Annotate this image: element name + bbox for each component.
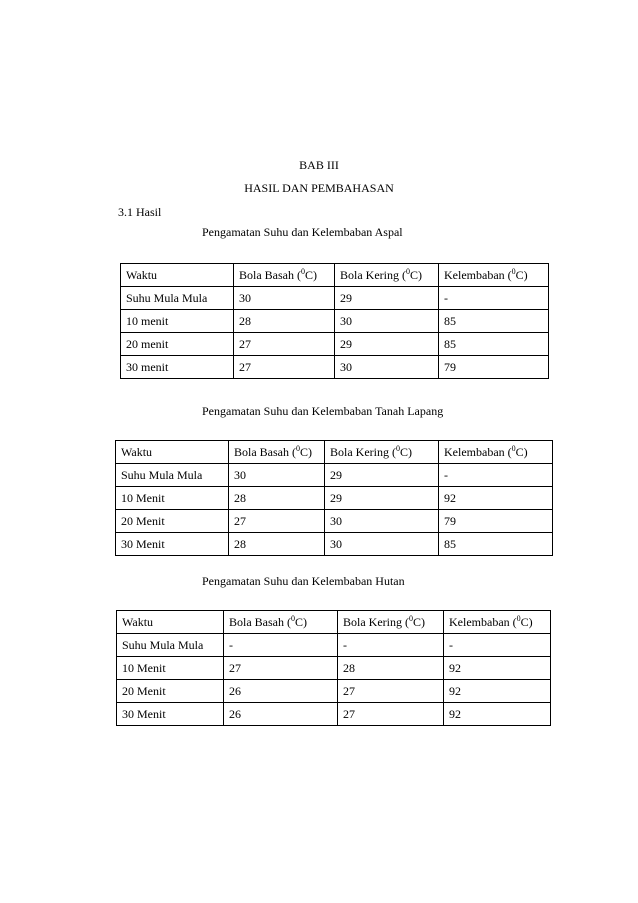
table-cell: 79 bbox=[439, 356, 549, 379]
table-cell: 30 bbox=[335, 310, 439, 333]
table-cell: - bbox=[439, 287, 549, 310]
observation-table-tanah-lapang bbox=[115, 440, 553, 556]
table-cell: - bbox=[224, 634, 338, 657]
chapter-title: HASIL DAN PEMBAHASAN bbox=[244, 181, 394, 195]
table-cell: 10 Menit bbox=[117, 657, 224, 680]
table-header-row bbox=[117, 611, 551, 634]
table-cell: 10 menit bbox=[121, 310, 234, 333]
table-row bbox=[121, 310, 549, 333]
table-cell: - bbox=[439, 464, 553, 487]
table-cell: 92 bbox=[444, 680, 551, 703]
table-cell: 30 bbox=[325, 533, 439, 556]
header-cell: Kelembaban ($^0$C) bbox=[439, 264, 549, 287]
table-cell: - bbox=[338, 634, 444, 657]
table-caption-aspal: Pengamatan Suhu dan Kelembaban Aspal bbox=[202, 225, 403, 239]
table-cell: 27 bbox=[234, 356, 335, 379]
table-cell: 29 bbox=[325, 487, 439, 510]
table-row bbox=[116, 510, 553, 533]
table-header-row bbox=[121, 264, 549, 287]
header-cell: Waktu bbox=[117, 611, 224, 634]
observation-table-aspal bbox=[120, 263, 549, 379]
table-cell: 79 bbox=[439, 510, 553, 533]
table-row bbox=[117, 680, 551, 703]
table-caption-tanah-lapang: Pengamatan Suhu dan Kelembaban Tanah Lapang bbox=[202, 404, 444, 418]
table-cell: 26 bbox=[224, 680, 338, 703]
header-cell: Kelembaban ($^0$C) bbox=[444, 611, 551, 634]
table-cell: 30 Menit bbox=[116, 533, 229, 556]
table-cell: 28 bbox=[338, 657, 444, 680]
table-cell: 92 bbox=[439, 487, 553, 510]
table-cell: 30 Menit bbox=[117, 703, 224, 726]
table-row bbox=[121, 287, 549, 310]
table-cell: 28 bbox=[229, 533, 325, 556]
header-cell: Kelembaban ($^0$C) bbox=[439, 441, 553, 464]
table-cell: 30 bbox=[234, 287, 335, 310]
header-cell: Bola Basah ($^0$C) bbox=[234, 264, 335, 287]
table-cell: 30 menit bbox=[121, 356, 234, 379]
table-cell: - bbox=[444, 634, 551, 657]
table-cell: 30 bbox=[335, 356, 439, 379]
table-cell: 29 bbox=[325, 464, 439, 487]
table-cell: 85 bbox=[439, 333, 549, 356]
table-cell: 20 menit bbox=[121, 333, 234, 356]
table-cell: Suhu Mula Mula bbox=[116, 464, 229, 487]
table-cell: 27 bbox=[229, 510, 325, 533]
header-cell: Bola Kering ($^0$C) bbox=[325, 441, 439, 464]
table-row bbox=[121, 356, 549, 379]
table-cell: 85 bbox=[439, 310, 549, 333]
header-cell: Waktu bbox=[121, 264, 234, 287]
chapter-label: BAB III bbox=[299, 158, 339, 172]
table-row bbox=[121, 333, 549, 356]
observation-table-hutan bbox=[116, 610, 551, 726]
table-cell: 28 bbox=[229, 487, 325, 510]
table-cell: 92 bbox=[444, 657, 551, 680]
table-row bbox=[116, 533, 553, 556]
table-cell: 92 bbox=[444, 703, 551, 726]
table-row bbox=[116, 487, 553, 510]
table-cell: Suhu Mula Mula bbox=[121, 287, 234, 310]
table-cell: 29 bbox=[335, 333, 439, 356]
table-cell: 20 Menit bbox=[116, 510, 229, 533]
table-cell: Suhu Mula Mula bbox=[117, 634, 224, 657]
table-cell: 85 bbox=[439, 533, 553, 556]
table-cell: 27 bbox=[224, 657, 338, 680]
table-row bbox=[117, 703, 551, 726]
table-cell: 28 bbox=[234, 310, 335, 333]
table-header-row bbox=[116, 441, 553, 464]
table-cell: 27 bbox=[234, 333, 335, 356]
table-cell: 27 bbox=[338, 680, 444, 703]
table-cell: 30 bbox=[229, 464, 325, 487]
table-cell: 26 bbox=[224, 703, 338, 726]
table-cell: 20 Menit bbox=[117, 680, 224, 703]
table-cell: 27 bbox=[338, 703, 444, 726]
table-cell: 29 bbox=[335, 287, 439, 310]
table-cell: 30 bbox=[325, 510, 439, 533]
header-cell: Bola Basah ($^0$C) bbox=[229, 441, 325, 464]
header-cell: Bola Basah ($^0$C) bbox=[224, 611, 338, 634]
table-caption-hutan: Pengamatan Suhu dan Kelembaban Hutan bbox=[202, 574, 405, 588]
header-cell: Waktu bbox=[116, 441, 229, 464]
header-cell: Bola Kering ($^0$C) bbox=[335, 264, 439, 287]
header-cell: Bola Kering ($^0$C) bbox=[338, 611, 444, 634]
table-cell: 10 Menit bbox=[116, 487, 229, 510]
table-row bbox=[117, 657, 551, 680]
section-heading: 3.1 Hasil bbox=[118, 205, 162, 219]
table-row bbox=[116, 464, 553, 487]
table-row bbox=[117, 634, 551, 657]
